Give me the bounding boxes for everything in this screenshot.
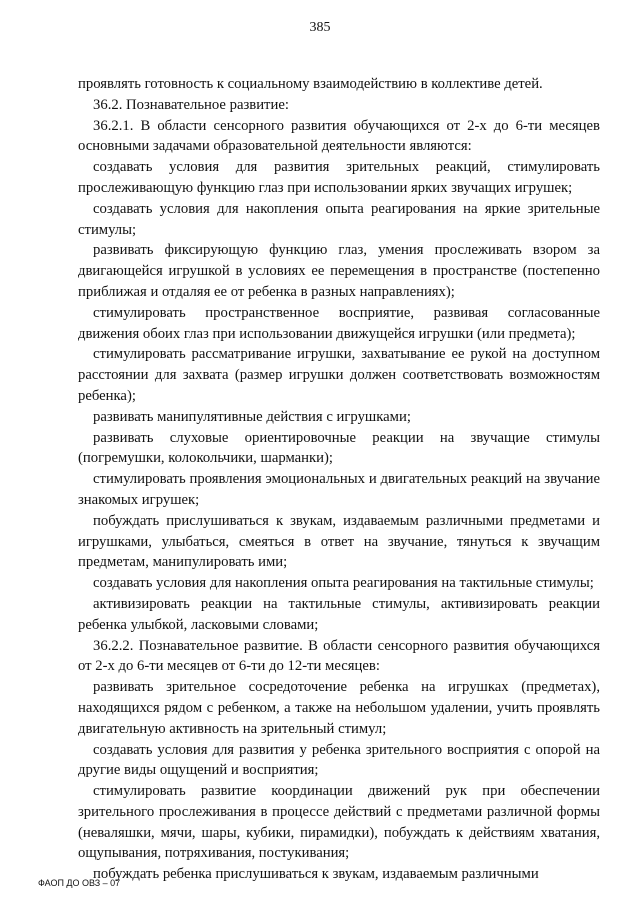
paragraph: стимулировать рассматривание игрушки, захватывание ее рукой на доступном расстоянии для захвата (размер игрушки должен соответствовать возможностям ребенка); bbox=[78, 346, 600, 404]
paragraph: активизировать реакции на тактильные стимулы, активизировать реакции ребенка улыбкой, ласковыми словами; bbox=[78, 595, 600, 633]
paragraph: развивать манипулятивные действия с игрушками; bbox=[93, 408, 411, 425]
paragraph: создавать условия для накопления опыта реагирования на яркие зрительные стимулы; bbox=[78, 200, 600, 238]
paragraph: развивать слуховые ориентировочные реакции на звучащие стимулы (погремушки, колокольчики, шарманки); bbox=[78, 429, 600, 467]
paragraph: побуждать прислушиваться к звукам, издаваемым различными предметами и игрушками, улыбаться, смеяться в ответ на звучание, тянуться к звучащим предметам, манипулировать ими; bbox=[78, 512, 600, 571]
paragraph: создавать условия для накопления опыта реагирования на тактильные стимулы; bbox=[93, 575, 594, 592]
paragraph: побуждать ребенка прислушиваться к звукам, издаваемым различными bbox=[93, 866, 539, 883]
paragraph: развивать фиксирующую функцию глаз, умения прослеживать взором за двигающейся игрушкой в условиях ее перемещения в пространстве (постепенно приближая и отдаляя ее от ребенка в разных направлениях); bbox=[78, 242, 600, 300]
section-heading: 36.2. Познавательное развитие: bbox=[93, 96, 289, 113]
subsection-heading: 36.2.1. В области сенсорного развития обучающихся от 2-х до 6-ти месяцев основными задачами образовательной деятельности являются: bbox=[78, 117, 600, 155]
paragraph: стимулировать развитие координации движений рук при обеспечении зрительного прослеживания в процессе действий с предметами различной формы (неваляшки, мячи, шары, кубики, пирамидки), побуждать к действиям хватания, ощупывания, потряхивания, постукивания; bbox=[78, 783, 600, 862]
paragraph: стимулировать пространственное восприятие, развивая согласованные движения обоих глаз при использовании движущейся игрушки (или предмета); bbox=[78, 304, 600, 342]
subsection-heading: 36.2.2. Познавательное развитие. В области сенсорного развития обучающихся от 2-х до 6-ти месяцев от 6-ти до 12-ти месяцев: bbox=[78, 637, 600, 675]
page-number: 385 bbox=[309, 20, 331, 35]
paragraph: стимулировать проявления эмоциональных и двигательных реакций на звучание знакомых игрушек; bbox=[78, 471, 600, 508]
paragraph: создавать условия для развития зрительных реакций, стимулировать прослеживающую функцию глаз при использовании ярких звучащих игрушек; bbox=[78, 159, 600, 196]
paragraph: создавать условия для развития у ребенка зрительного восприятия с опорой на другие виды ощущений и восприятия; bbox=[78, 741, 600, 779]
document-footer: ФАОП ДО ОВЗ – 07 bbox=[38, 878, 121, 888]
paragraph: проявлять готовность к социальному взаимодействию в коллективе детей. bbox=[78, 76, 543, 92]
paragraph: развивать зрительное сосредоточение ребенка на игрушках (предметах), находящихся рядом с ребенком, а также на небольшом удалении, учить проявлять двигательную активность на зрительный стимул; bbox=[78, 679, 600, 737]
document-body bbox=[78, 74, 600, 885]
